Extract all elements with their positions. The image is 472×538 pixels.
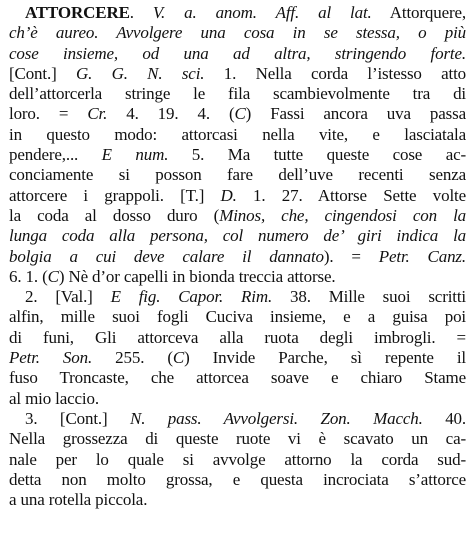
text-line: fuso Troncaste, che attorcea soave e chiaro Stame bbox=[9, 368, 466, 388]
text-line: bolgia a cui deve calare il dannato). = Petr. Canz. bbox=[9, 246, 466, 266]
text-line: al mio laccio. bbox=[9, 388, 99, 408]
text-line: attorcere i grappoli. [T.] D. 1. 27. Attorse Sette volte bbox=[9, 185, 466, 205]
text-line: detta non molto grossa, e questa incrociata s’attorce bbox=[9, 469, 466, 489]
text-line: 2. [Val.] E fig. Capor. Rim. 38. Mille suoi scritti bbox=[25, 287, 466, 307]
text-line: Nella grossezza di queste ruote vi è scavato un ca- bbox=[9, 429, 466, 449]
text-line: dell’attorcerla stringe le fila scambievolmente tra di bbox=[9, 84, 466, 104]
text-line: Petr. Son. 255. (C) Invide Parche, sì repente il bbox=[9, 348, 466, 368]
text-line: loro. = Cr. 4. 19. 4. (C) Fassi ancora uva passa bbox=[9, 104, 466, 124]
text-line: [Cont.] G. G. N. sci. 1. Nella corda l’istesso atto bbox=[9, 63, 467, 83]
text-line: di funi, Gli attorceva alla ruota degli imbrogli. = bbox=[9, 327, 466, 347]
text-line: a una rotella piccola. bbox=[9, 490, 148, 510]
text-line: la coda al dosso duro (Minos, che, cingendosi con la bbox=[9, 205, 467, 225]
entry-paragraph bbox=[9, 409, 466, 510]
entry-paragraph bbox=[9, 3, 466, 287]
text-line: 3. [Cont.] N. pass. Avvolgersi. Zon. Macch. 40. bbox=[25, 408, 467, 428]
text-line: ch’è aureo. Avvolgere una cosa in se stessa, o più bbox=[9, 23, 466, 43]
text-line: ATTORCERE. V. a. anom. Aff. al lat. Attorquere, bbox=[25, 3, 466, 22]
dictionary-entry-attorcere bbox=[9, 3, 466, 510]
text-line: 6. 1. (C) Nè d’or capelli in bionda treccia attorse. bbox=[9, 266, 336, 286]
text-line: nale per lo quale si avvolge attorno la corda sud- bbox=[9, 449, 466, 469]
entry-paragraph bbox=[9, 287, 466, 409]
text-line: in questo modo: attorcasi nella vite, e lasciatala bbox=[9, 124, 466, 144]
text-line: pendere,... E num. 5. Ma tutte queste cose ac- bbox=[9, 145, 466, 165]
text-line: lunga coda alla persona, col numero de’ giri indica la bbox=[9, 226, 466, 246]
text-line: conciamente si posson fare dell’uve recenti senza bbox=[9, 165, 466, 185]
text-line: cose insieme, od una ad altra, stringendo forte. bbox=[9, 43, 466, 63]
text-line: alfin, mille suoi fogli Cuciva insieme, e a guisa poi bbox=[9, 307, 466, 327]
